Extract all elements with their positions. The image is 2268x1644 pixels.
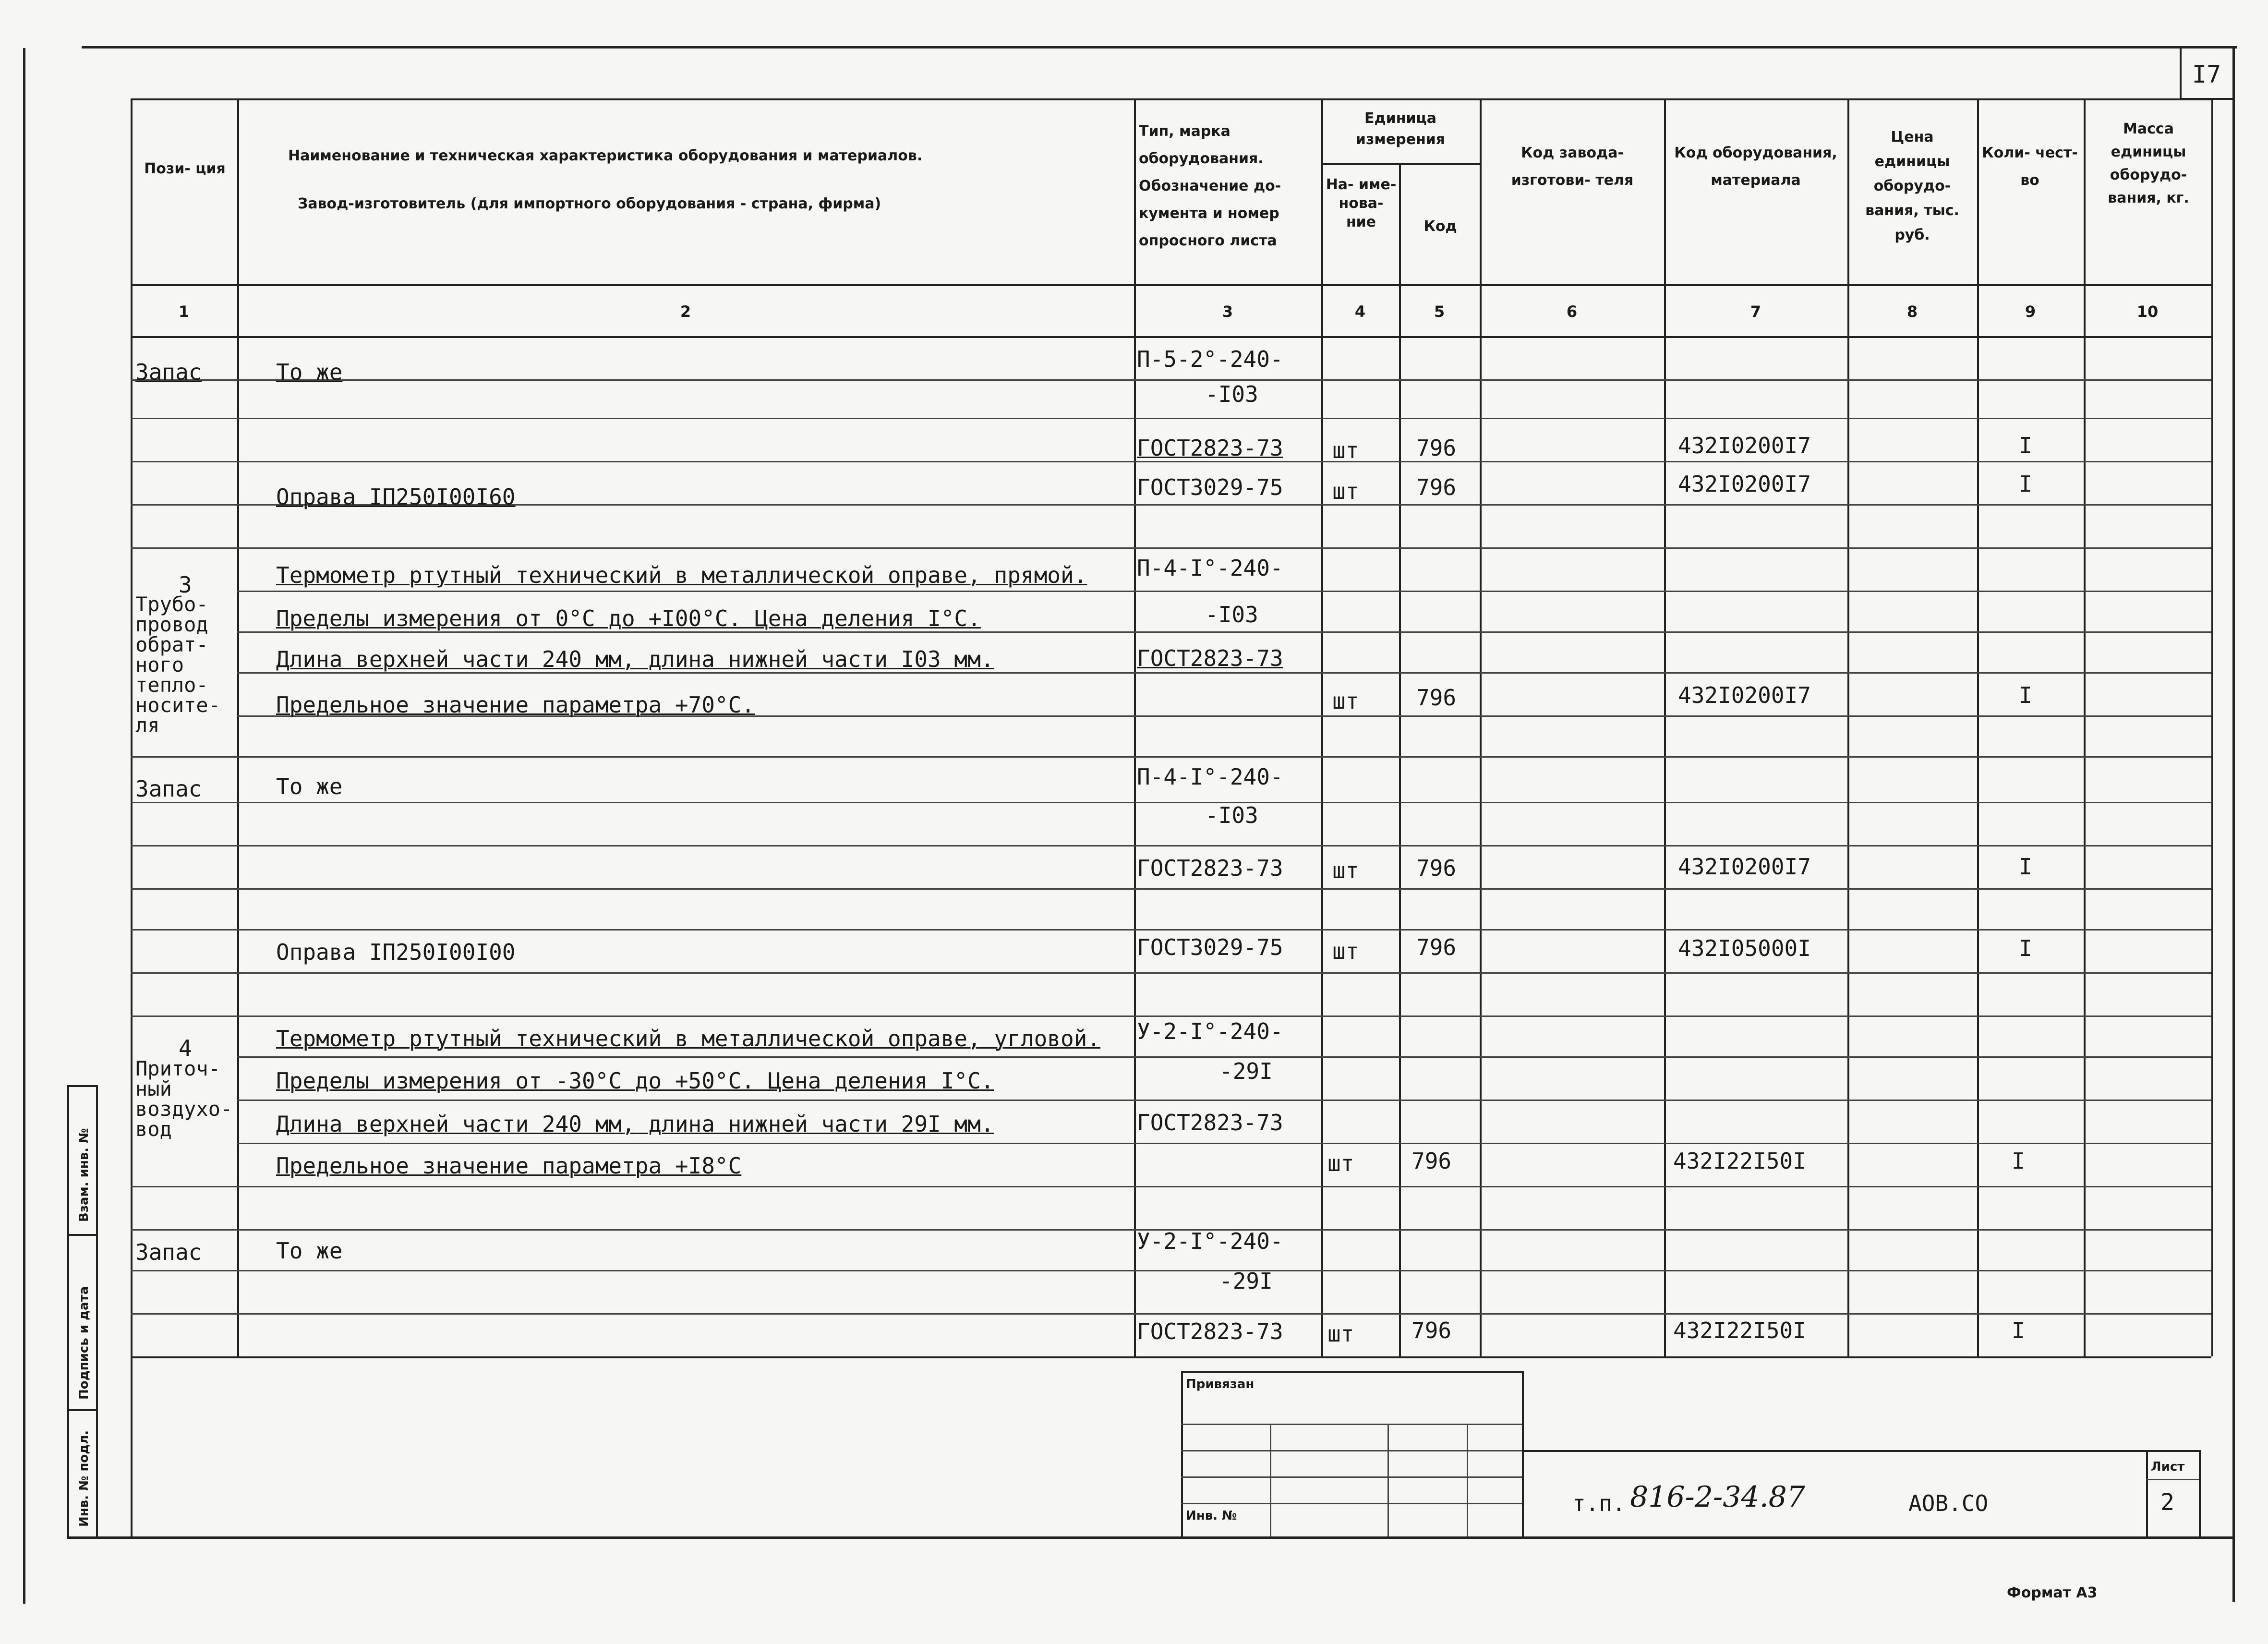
row-line bbox=[237, 1056, 2211, 1058]
name-r8: Пределы измерения от 0°С до +I00°С. Цена деления I°С. bbox=[276, 605, 981, 631]
stamp-line bbox=[1181, 1424, 1522, 1425]
colnum-1: 1 bbox=[178, 302, 190, 321]
name-r19: Пределы измерения от -30°С до +50°С. Цена деления I°С. bbox=[276, 1068, 994, 1094]
header-col8: Цена единицы оборудо- вания, тыс. руб. bbox=[1865, 129, 1959, 243]
equipcode-r16: 432I05000I bbox=[1678, 935, 1811, 961]
type-r13: -I03 bbox=[1205, 802, 1258, 828]
row-line bbox=[237, 1143, 2211, 1144]
header-col3: Тип, марка оборудования. Обозначение до- кумента и номер опросного листа bbox=[1139, 123, 1281, 249]
set-code: АОВ.СО bbox=[1908, 1490, 1989, 1516]
unitcode-r10: 796 bbox=[1416, 685, 1457, 711]
colnum-9: 9 bbox=[2025, 302, 2036, 321]
col-line-8 bbox=[1977, 98, 1979, 1356]
side-line bbox=[67, 1234, 96, 1236]
row-line bbox=[131, 1186, 2211, 1187]
type-r18: У-2-I°-240- bbox=[1137, 1018, 1283, 1044]
unitcode-r14: 796 bbox=[1416, 855, 1457, 881]
col-line-9 bbox=[2084, 98, 2086, 1356]
frame-right bbox=[2232, 46, 2235, 1602]
row-line bbox=[131, 845, 2211, 846]
side-line bbox=[67, 1409, 96, 1411]
qty-r4: I bbox=[2019, 433, 2032, 459]
qty-r10: I bbox=[2019, 682, 2032, 708]
unitcode-r4: 796 bbox=[1416, 435, 1457, 461]
header-col6: Код завода- изготови- теля bbox=[1511, 145, 1634, 189]
stamp-inv-label: Инв. № bbox=[1186, 1509, 1237, 1523]
row-line bbox=[131, 1015, 2211, 1017]
name-same-3: То же bbox=[276, 1238, 343, 1264]
stamp-left bbox=[131, 1356, 133, 1536]
col-line-7 bbox=[1847, 98, 1849, 1356]
stamp-line bbox=[1181, 1450, 1522, 1451]
col-line-3 bbox=[1321, 98, 1323, 1356]
title-line bbox=[1522, 1450, 2199, 1452]
table-bottom-line bbox=[131, 1356, 2211, 1358]
unitcode-r21: 796 bbox=[1411, 1148, 1452, 1174]
pos-number-4: 4 bbox=[179, 1035, 192, 1061]
unitcode-r5: 796 bbox=[1416, 474, 1457, 500]
row-line bbox=[131, 888, 2211, 890]
type-r2: -I03 bbox=[1205, 381, 1258, 407]
qty-r25: I bbox=[2012, 1318, 2025, 1343]
type-r14: ГОСТ2823-73 bbox=[1137, 855, 1283, 881]
header-unit-group: Единица измерения bbox=[1355, 110, 1446, 148]
equipcode-r14: 432I0200I7 bbox=[1678, 854, 1811, 880]
header-col9: Коли- чест- во bbox=[1982, 145, 2078, 189]
row-line bbox=[237, 631, 2211, 633]
title-line bbox=[2146, 1479, 2199, 1480]
row-line bbox=[237, 1100, 2211, 1101]
side-label-sign-date: Подпись и дата bbox=[77, 1286, 91, 1400]
col-line-1 bbox=[237, 98, 239, 1356]
stamp-line bbox=[1270, 1424, 1271, 1536]
sheet-number: 2 bbox=[2160, 1489, 2174, 1516]
title-line bbox=[2146, 1450, 2148, 1536]
name-r18: Термометр ртутный технический в металлической оправе, угловой. bbox=[276, 1026, 1101, 1052]
stamp-line bbox=[1181, 1503, 1522, 1504]
equipcode-r25: 432I22I50I bbox=[1673, 1318, 1806, 1343]
type-r20: ГОСТ2823-73 bbox=[1137, 1110, 1283, 1136]
name-r5: Оправа IП250I00I60 bbox=[276, 484, 516, 510]
unit-r16: шт bbox=[1332, 938, 1359, 964]
header-col10: Масса единицы оборудо- вания, кг. bbox=[2108, 121, 2189, 206]
unit-r10: шт bbox=[1332, 688, 1359, 714]
name-r20: Длина верхней части 240 мм, длина нижней части 29I мм. bbox=[276, 1111, 994, 1137]
type-r1: П-5-2°-240- bbox=[1137, 346, 1283, 372]
stamp-approved-label: Привязан bbox=[1186, 1377, 1255, 1391]
qty-r14: I bbox=[2019, 854, 2032, 880]
pos-number-3: 3 bbox=[179, 572, 192, 598]
header-col1: Пози- ция bbox=[144, 160, 226, 177]
colnum-3: 3 bbox=[1222, 302, 1233, 321]
row-line bbox=[131, 929, 2211, 931]
title-line bbox=[2199, 1450, 2201, 1536]
pos-reserve-3: Запас bbox=[135, 1239, 202, 1265]
row-line bbox=[131, 418, 2211, 419]
stamp-line bbox=[1181, 1476, 1522, 1478]
stamp-line bbox=[1522, 1371, 1524, 1536]
row-line bbox=[131, 379, 2211, 381]
pos-reserve-2: Запас bbox=[135, 776, 202, 802]
colnum-bottom-line bbox=[131, 336, 2211, 338]
side-line bbox=[67, 1085, 96, 1087]
equipcode-r4: 432I0200I7 bbox=[1678, 433, 1811, 459]
pos-reserve-1: Запас bbox=[135, 359, 202, 385]
col-line-10 bbox=[2211, 98, 2213, 1356]
sheet-number-top: I7 bbox=[2192, 60, 2221, 88]
colnum-5: 5 bbox=[1434, 302, 1445, 321]
stamp-line bbox=[1181, 1371, 1183, 1536]
doc-code: т.п. bbox=[1572, 1490, 1626, 1516]
side-label-inv-replace: Взам. инв. № bbox=[77, 1128, 91, 1222]
colnum-8: 8 bbox=[1906, 302, 1918, 321]
doc-number: 816-2-34.87 bbox=[1630, 1480, 1806, 1514]
stamp-line bbox=[1387, 1424, 1389, 1536]
header-bottom-line bbox=[131, 284, 2211, 286]
type-r4: ГОСТ2823-73 bbox=[1137, 435, 1283, 461]
col-line-6 bbox=[1664, 98, 1666, 1356]
side-line bbox=[67, 1085, 69, 1536]
qty-r16: I bbox=[2019, 935, 2032, 961]
header-col7: Код оборудования, материала bbox=[1674, 145, 1837, 189]
col-line-0 bbox=[131, 98, 133, 1356]
sheet-box-top bbox=[2180, 46, 2232, 48]
type-r25: ГОСТ2823-73 bbox=[1137, 1318, 1283, 1344]
frame-left-margin bbox=[23, 48, 25, 1604]
pos3-description: Трубо- провод обрат- ного тепло- носите- ля bbox=[135, 592, 221, 737]
row-line bbox=[237, 672, 2211, 674]
unit-r14: шт bbox=[1332, 858, 1359, 883]
unit-r4: шт bbox=[1332, 437, 1359, 463]
colnum-4: 4 bbox=[1354, 302, 1366, 321]
name-same-1: То же bbox=[276, 359, 343, 385]
header-col4: На- име- нова- ние bbox=[1326, 176, 1397, 230]
type-r9: ГОСТ2823-73 bbox=[1137, 645, 1283, 671]
name-r9: Длина верхней части 240 мм, длина нижней части I03 мм. bbox=[276, 646, 994, 672]
col-line-2 bbox=[1134, 98, 1136, 1356]
unitcode-r25: 796 bbox=[1411, 1318, 1452, 1343]
name-r16: Оправа IП250I00I00 bbox=[276, 939, 516, 965]
unit-r5: шт bbox=[1332, 478, 1359, 504]
side-line bbox=[96, 1085, 98, 1536]
row-line bbox=[237, 591, 2211, 592]
type-r7: П-4-I°-240- bbox=[1137, 555, 1283, 581]
row-line bbox=[131, 461, 2211, 462]
unit-r25: шт bbox=[1327, 1321, 1354, 1347]
type-r24: -29I bbox=[1219, 1268, 1273, 1294]
col-line-5 bbox=[1480, 98, 1482, 1356]
type-r8: -I03 bbox=[1205, 602, 1258, 628]
unit-group-line bbox=[1321, 163, 1480, 165]
type-r5: ГОСТ3029-75 bbox=[1137, 474, 1283, 500]
equipcode-r21: 432I22I50I bbox=[1673, 1148, 1806, 1174]
type-r12: П-4-I°-240- bbox=[1137, 764, 1283, 790]
sheet-box-left bbox=[2180, 46, 2182, 99]
unit-r21: шт bbox=[1327, 1150, 1354, 1176]
col-line-4 bbox=[1399, 163, 1401, 1356]
stamp-line bbox=[1181, 1371, 1522, 1373]
row-line bbox=[131, 547, 2211, 549]
type-r16: ГОСТ3029-75 bbox=[1137, 934, 1283, 960]
name-r21: Предельное значение параметра +I8°С bbox=[276, 1153, 742, 1179]
header-col5: Код bbox=[1424, 218, 1457, 235]
row-line bbox=[131, 802, 2211, 803]
qty-r5: I bbox=[2019, 471, 2032, 497]
frame-top bbox=[82, 46, 2237, 48]
type-r23: У-2-I°-240- bbox=[1137, 1228, 1283, 1254]
side-label-inv-orig: Инв. № подл. bbox=[77, 1430, 91, 1527]
colnum-6: 6 bbox=[1566, 302, 1578, 321]
row-line bbox=[131, 756, 2211, 758]
header-col2-line2: Завод-изготовитель (для импортного оборудования - страна, фирма) bbox=[298, 195, 881, 212]
row-line bbox=[131, 1313, 2211, 1315]
unitcode-r16: 796 bbox=[1416, 934, 1457, 960]
table-top-line bbox=[131, 98, 2211, 100]
colnum-10: 10 bbox=[2136, 302, 2159, 321]
colnum-7: 7 bbox=[1750, 302, 1761, 321]
equipcode-r5: 432I0200I7 bbox=[1678, 471, 1811, 497]
type-r19: -29I bbox=[1219, 1058, 1273, 1084]
equipcode-r10: 432I0200I7 bbox=[1678, 682, 1811, 708]
stamp-line bbox=[1467, 1424, 1468, 1536]
row-line bbox=[131, 1270, 2211, 1271]
header-col2-line1: Наименование и техническая характеристика оборудования и материалов. bbox=[288, 147, 923, 164]
sheet-label: Лист bbox=[2151, 1460, 2185, 1474]
pos4-description: Приточ- ный воздухо- вод bbox=[135, 1057, 233, 1141]
name-r7: Термометр ртутный технический в металлической оправе, прямой. bbox=[276, 562, 1087, 588]
row-line bbox=[131, 972, 2211, 974]
name-r10: Предельное значение параметра +70°С. bbox=[276, 692, 755, 718]
colnum-2: 2 bbox=[680, 302, 691, 321]
frame-bottom bbox=[67, 1536, 2232, 1539]
name-same-2: То же bbox=[276, 774, 343, 799]
qty-r21: I bbox=[2012, 1148, 2025, 1174]
format-label: Формат А3 bbox=[2007, 1584, 2098, 1601]
